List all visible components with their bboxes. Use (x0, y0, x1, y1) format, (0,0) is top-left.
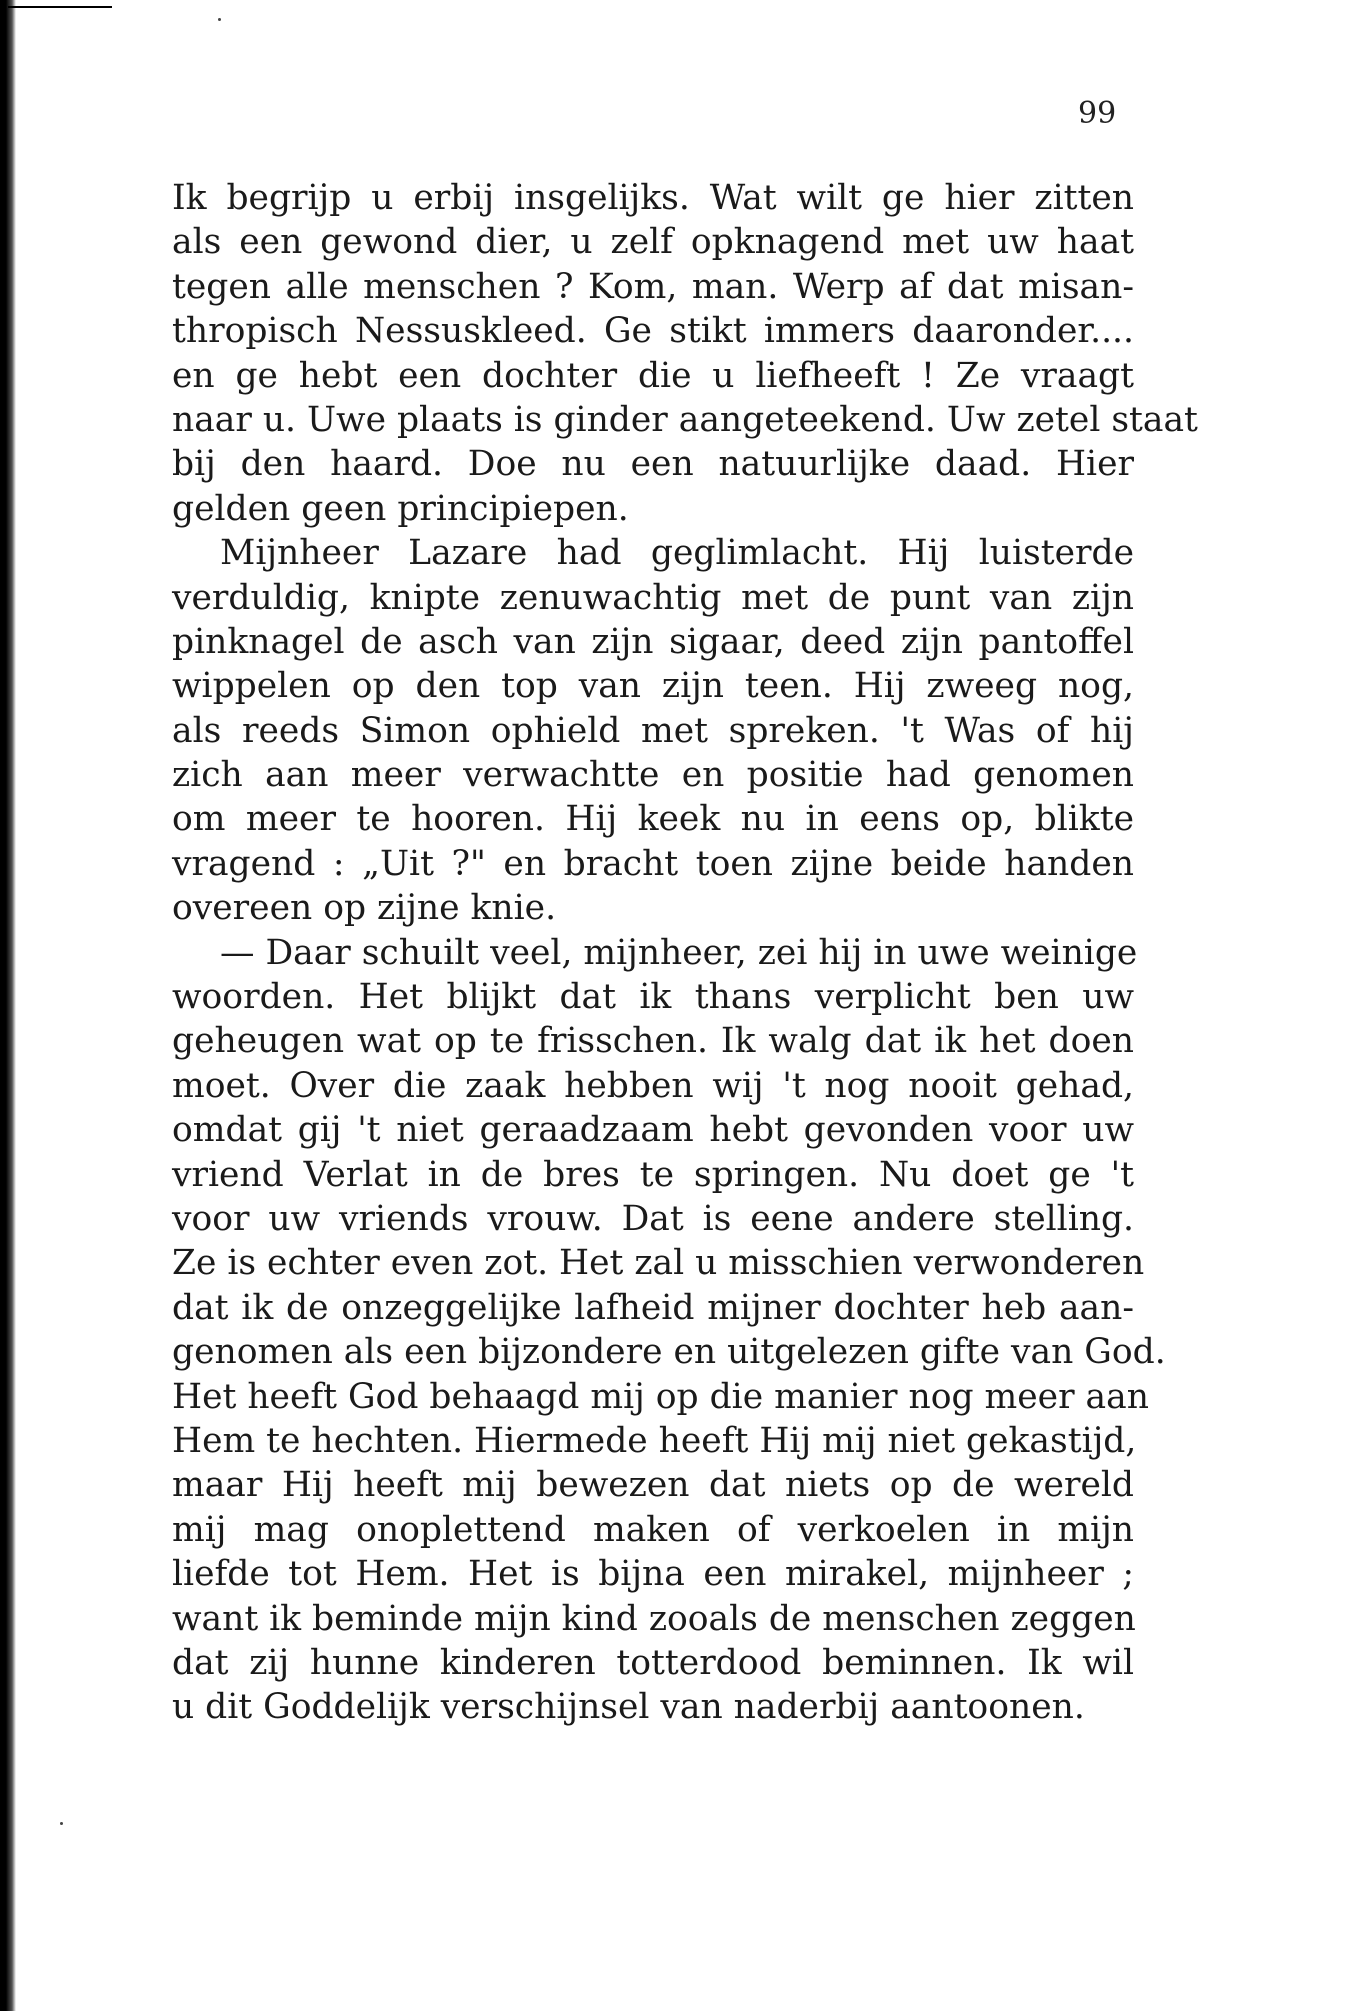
text-line: liefde tot Hem. Het is bijna een mirakel, mijnheer ; (172, 1554, 1134, 1595)
text-line: woorden. Het blijkt dat ik thans verplicht ben uw (172, 977, 1134, 1018)
text-line: pinknagel de asch van zijn sigaar, deed zijn pantoffel (172, 621, 1134, 662)
paragraph (172, 176, 1198, 531)
text-line: wippelen op den top van zijn teen. Hij zweeg nog, (172, 666, 1134, 707)
text-line: omdat gij 't niet geraadzaam hebt gevonden voor uw (172, 1110, 1134, 1151)
text-line: dat zij hunne kinderen totterdood beminnen. Ik wil (172, 1642, 1134, 1683)
text-line: maar Hij heeft mij bewezen dat niets op de wereld (172, 1465, 1134, 1506)
text-line: verduldig, knipte zenuwachtig met de punt van zijn (172, 577, 1134, 618)
text-line: zich aan meer verwachtte en positie had genomen (172, 755, 1134, 796)
text-line: gelden geen principiepen. (172, 488, 629, 529)
scan-speck (60, 1822, 63, 1825)
text-line: Ze is echter even zot. Het zal u misschien verwonderen (172, 1243, 1145, 1284)
text-line: bij den haard. Doe nu een natuurlijke daad. Hier (172, 444, 1134, 485)
page-number: 99 (1078, 96, 1117, 131)
text-line: en ge hebt een dochter die u liefheeft ! Ze vraagt (172, 355, 1134, 396)
text-line: thropisch Nessuskleed. Ge stikt immers daaronder.... (172, 311, 1134, 352)
text-line: — Daar schuilt veel, mijnheer, zei hij in uwe weinige (220, 932, 1138, 973)
text-line: dat ik de onzeggelijke lafheid mijner dochter heb aan- (172, 1287, 1134, 1328)
page-binding-edge (0, 0, 16, 2011)
text-line: Het heeft God behaagd mij op die manier nog meer aan (172, 1376, 1149, 1417)
text-line: voor uw vriends vrouw. Dat is eene andere stelling. (172, 1198, 1134, 1239)
text-line: tegen alle menschen ? Kom, man. Werp af dat misan- (172, 266, 1134, 307)
text-line: overeen op zijne knie. (172, 888, 557, 929)
scan-top-rule (8, 6, 112, 8)
text-line: Ik begrijp u erbij insgelijks. Wat wilt ge hier zitten (172, 178, 1134, 218)
text-line: moet. Over die zaak hebben wij 't nog nooit gehad, (172, 1065, 1134, 1106)
text-line: naar u. Uwe plaats is ginder aangeteekend. Uw zetel staat (172, 399, 1198, 440)
text-line: geheugen wat op te frisschen. Ik walg dat ik het doen (172, 1021, 1134, 1062)
text-line: want ik beminde mijn kind zooals de menschen zeggen (172, 1598, 1136, 1639)
paragraph (172, 531, 1134, 931)
text-line: u dit Goddelijk verschijnsel van naderbij aantoonen. (172, 1687, 1085, 1728)
scan-speck (218, 18, 221, 21)
text-line: vragend : „Uit ?" en bracht toen zijne beide handen (172, 843, 1134, 884)
paragraph (172, 931, 1166, 1730)
text-line: vriend Verlat in de bres te springen. Nu doet ge 't (172, 1154, 1134, 1195)
text-line: Hem te hechten. Hiermede heeft Hij mij niet gekastijd, (172, 1420, 1137, 1461)
text-line: om meer te hooren. Hij keek nu in eens op, blikte (172, 799, 1134, 840)
body-text (172, 176, 1198, 1730)
text-line: Mijnheer Lazare had geglimlacht. Hij luisterde (220, 533, 1134, 574)
text-line: genomen als een bijzondere en uitgelezen gifte van God. (172, 1332, 1166, 1373)
text-line: als een gewond dier, u zelf opknagend met uw haat (172, 222, 1134, 263)
text-line: als reeds Simon ophield met spreken. 't Was of hij (172, 710, 1134, 751)
text-line: mij mag onoplettend maken of verkoelen in mijn (172, 1509, 1134, 1550)
